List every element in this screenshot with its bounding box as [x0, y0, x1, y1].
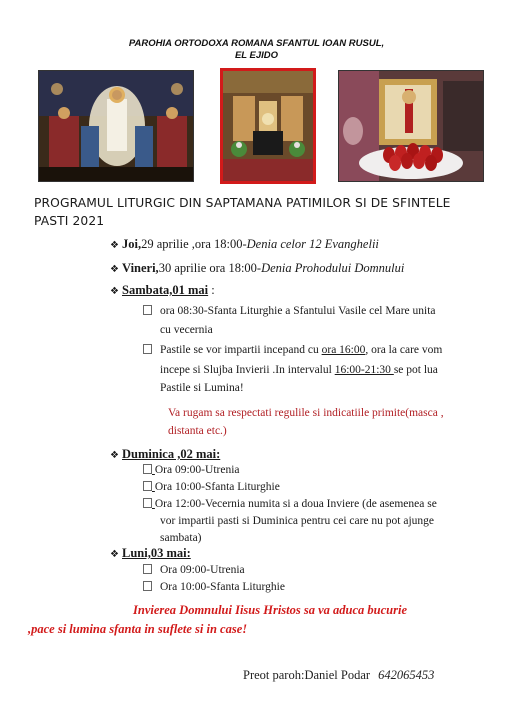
checkbox-bullet-icon: [143, 498, 152, 508]
diamond-bullet-icon: ❖: [110, 286, 119, 297]
friday-event: Denia Prohodului Domnului: [261, 261, 405, 275]
priest-name: Preot paroh:Daniel Podar: [243, 668, 371, 682]
friday-entry: [110, 260, 404, 278]
closing-message: [28, 601, 488, 639]
parish-location: EL EJIDO: [234, 50, 279, 61]
checkbox-bullet-icon: [143, 305, 152, 315]
monday-item-2: Ora 10:00-Sfanta Liturghie: [143, 579, 285, 597]
monday-label: Luni,03 mai:: [122, 546, 191, 560]
sunday-item-3-line-2: vor impartii pasti si Duminica pentru cei care nu pot ajunge: [160, 515, 435, 527]
closing-line-2: ,pace si lumina sfanta in suflete si in case!: [28, 622, 248, 636]
resurrection-icon-image: [38, 70, 194, 182]
closing-line-1: Invierea Domnului Iisus Hristos sa va aduca bucurie: [133, 603, 408, 617]
saturday-item-1-line-1: ora 08:30-Sfanta Liturghie a Sfantului Vasile cel Mare unita: [160, 305, 436, 317]
photo-strip: [38, 68, 488, 190]
saturday-label: Sambata,01 mai: [122, 283, 209, 297]
checkbox-bullet-icon: [143, 581, 152, 591]
easter-time-interval: 16:00-21:30: [334, 364, 394, 376]
monday-heading: [110, 545, 191, 563]
phone-number: 642065453: [378, 668, 435, 682]
sunday-item-1: Ora 09:00-Utrenia: [143, 462, 240, 480]
saturday-item-1-cont: cu vecernia: [160, 324, 213, 336]
checkbox-bullet-icon: [143, 564, 152, 574]
thursday-entry: [110, 236, 379, 254]
monday-item-1: Ora 09:00-Utrenia: [143, 562, 245, 580]
parish-header: [0, 38, 513, 62]
sunday-item-3-line-3: sambata): [160, 532, 202, 544]
parish-name: PAROHIA ORTODOXA ROMANA SFANTUL IOAN RUSUL,: [128, 38, 385, 49]
saturday-heading: [110, 282, 215, 300]
program-title: PROGRAMUL LITURGIC DIN SAPTAMANA PATIMILOR SI DE SFINTELE PASTI 2021: [34, 196, 451, 228]
diamond-bullet-icon: ❖: [110, 450, 119, 461]
diamond-bullet-icon: ❖: [110, 549, 119, 560]
sunday-item-3: Ora 12:00-Vecernia numita si a doua Inviere (de asemenea se: [143, 496, 437, 514]
friday-day: Vineri,: [122, 261, 159, 275]
thursday-event: Denia celor 12 Evanghelii: [246, 237, 379, 251]
friday-text: 30 aprilie ora 18:00-: [158, 261, 262, 275]
saturday-item-2: Pastile se vor impartii incepand cu ora 16:00, ora la care vom: [143, 342, 442, 360]
rules-note: Va rugam sa respectati regulile si indicatiile primite(masca , distanta etc.): [168, 407, 444, 437]
signature: [243, 668, 434, 683]
saturday-item-1: [143, 303, 436, 321]
sunday-label: Duminica ,02 mai:: [122, 447, 221, 461]
church-interior-image: [220, 68, 316, 184]
sunday-item-2: Ora 10:00-Sfanta Liturghie: [143, 479, 280, 497]
diamond-bullet-icon: ❖: [110, 264, 119, 275]
easter-time-start: ora 16:00: [321, 344, 366, 356]
saturday-item-2-line-3: Pastile si Lumina!: [160, 382, 244, 394]
saturday-item-2-line-2: incepe si Slujba Invierii .In intervalul 16:00-21:30 se pot lua: [160, 364, 438, 376]
easter-eggs-image: [338, 70, 484, 182]
thursday-day: Joi,: [122, 237, 142, 251]
checkbox-bullet-icon: [143, 344, 152, 354]
checkbox-bullet-icon: [143, 464, 152, 474]
saturday-suffix: :: [208, 283, 215, 297]
thursday-text: 29 aprilie ,ora 18:00-: [141, 237, 247, 251]
diamond-bullet-icon: ❖: [110, 240, 119, 251]
checkbox-bullet-icon: [143, 481, 152, 491]
